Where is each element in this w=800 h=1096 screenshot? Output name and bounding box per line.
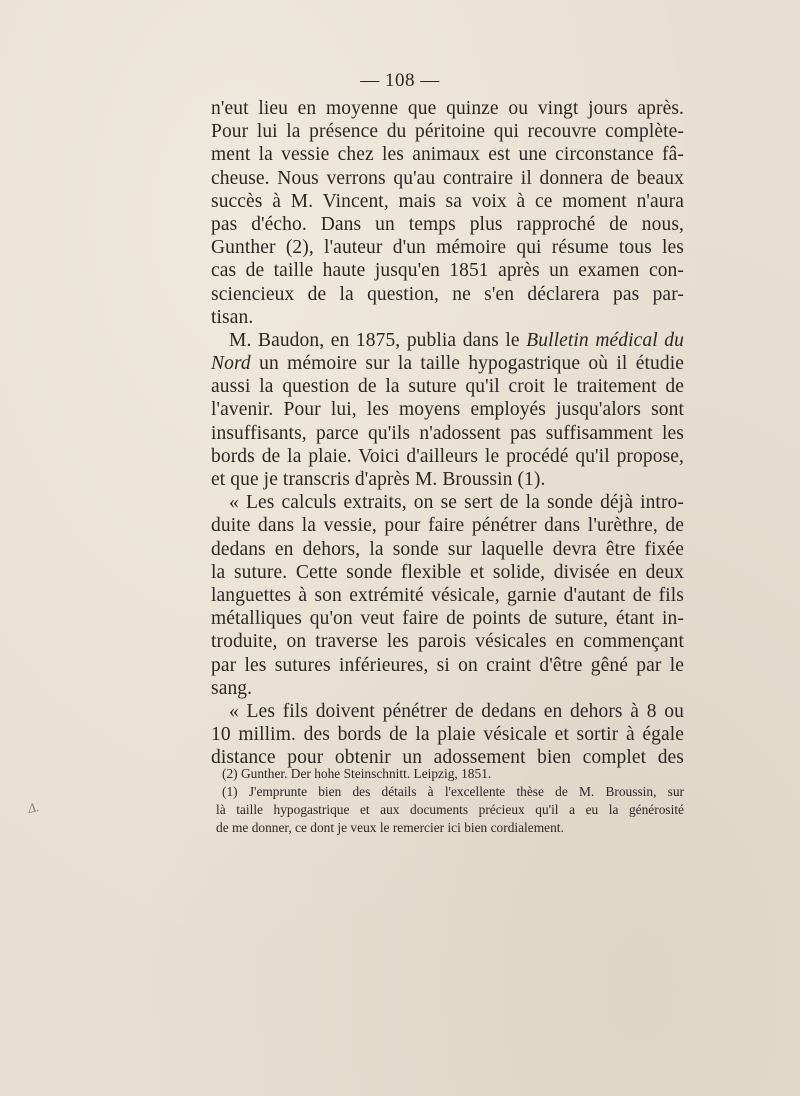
text-line: distance pour obtenir un adossement bien complet des [211,747,684,769]
text-line: duite dans la vessie, pour faire pénétrer dans l'urèthre, de [211,515,684,537]
text-line: métalliques qu'on veut faire de points de suture, étant in- [211,608,684,630]
text-line: succès à M. Vincent, mais sa voix à ce moment n'aura [211,190,684,212]
margin-pencil-mark: Δ. [26,799,41,816]
text-line: 10 millim. des bords de la plaie vésicale et sortir à égale [211,724,684,746]
text-line: cheuse. Nous verrons qu'au contraire il donnera de beaux [211,167,684,189]
footnotes [216,765,684,837]
text-line: dedans en dehors, la sonde sur laquelle devra être fixée [211,538,684,560]
text-line: troduite, on traverse les parois vésicales en commençant [211,631,684,653]
footnote-line: de me donner, ce dont je veux le remercier ici bien cordialement. [216,820,564,835]
text-line: « Les fils doivent pénétrer de dedans en dehors à 8 ou [229,700,684,722]
footnote-line: (2) Gunther. Der hohe Steinschnitt. Leipzig, 1851. [222,766,492,781]
text-line: M. Baudon, en 1875, publia dans le Bulletin médical du [229,329,684,351]
text-line: Pour lui la présence du péritoine qui recouvre complète- [211,121,684,143]
text-line: l'avenir. Pour lui, les moyens employés jusqu'alors sont [211,399,684,421]
text-line: tisan. [211,306,254,328]
text-line: et que je transcris d'après M. Broussin (1). [211,469,546,490]
text-line: Gunther (2), l'auteur d'un mémoire qui résume tous les [211,237,684,259]
main-text [211,97,684,769]
text-line: « Les calculs extraits, on se sert de la sonde déjà intro- [229,492,684,514]
text-line: Nord un mémoire sur la taille hypogastrique où il étudie [211,353,684,375]
page-number: — 108 — [360,70,440,91]
text-line: par les sutures inférieures, si on craint d'être gêné par le [211,654,684,676]
text-line: aussi la question de la suture qu'il croit le traitement de [211,376,684,398]
text-line: la suture. Cette sonde flexible et solide, divisée en deux [211,561,684,583]
text-line: languettes à son extrémité vésicale, garnie d'autant de fils [211,584,684,606]
text-line: cas de taille haute jusqu'en 1851 après un examen con- [211,260,684,282]
footnote-line: là taille hypogastrique et aux documents précieux qu'il a eu la générosité [216,802,684,817]
text-line: n'eut lieu en moyenne que quinze ou vingt jours après. [211,98,684,119]
text-line: sciencieux de la question, ne s'en déclarera pas par- [211,283,684,305]
footnote-line: (1) J'emprunte bien des détails à l'excellente thèse de M. Broussin, sur [222,784,684,799]
text-line: sang. [211,677,253,699]
text-line: ment la vessie chez les animaux est une circonstance fâ- [211,144,684,166]
text-line: bords de la plaie. Voici d'ailleurs le procédé qu'il propose, [211,445,684,467]
text-line: insuffisants, parce qu'ils n'adossent pas suffisamment les [211,422,684,444]
text-line: pas d'écho. Dans un temps plus rapproché de nous, [211,213,684,235]
